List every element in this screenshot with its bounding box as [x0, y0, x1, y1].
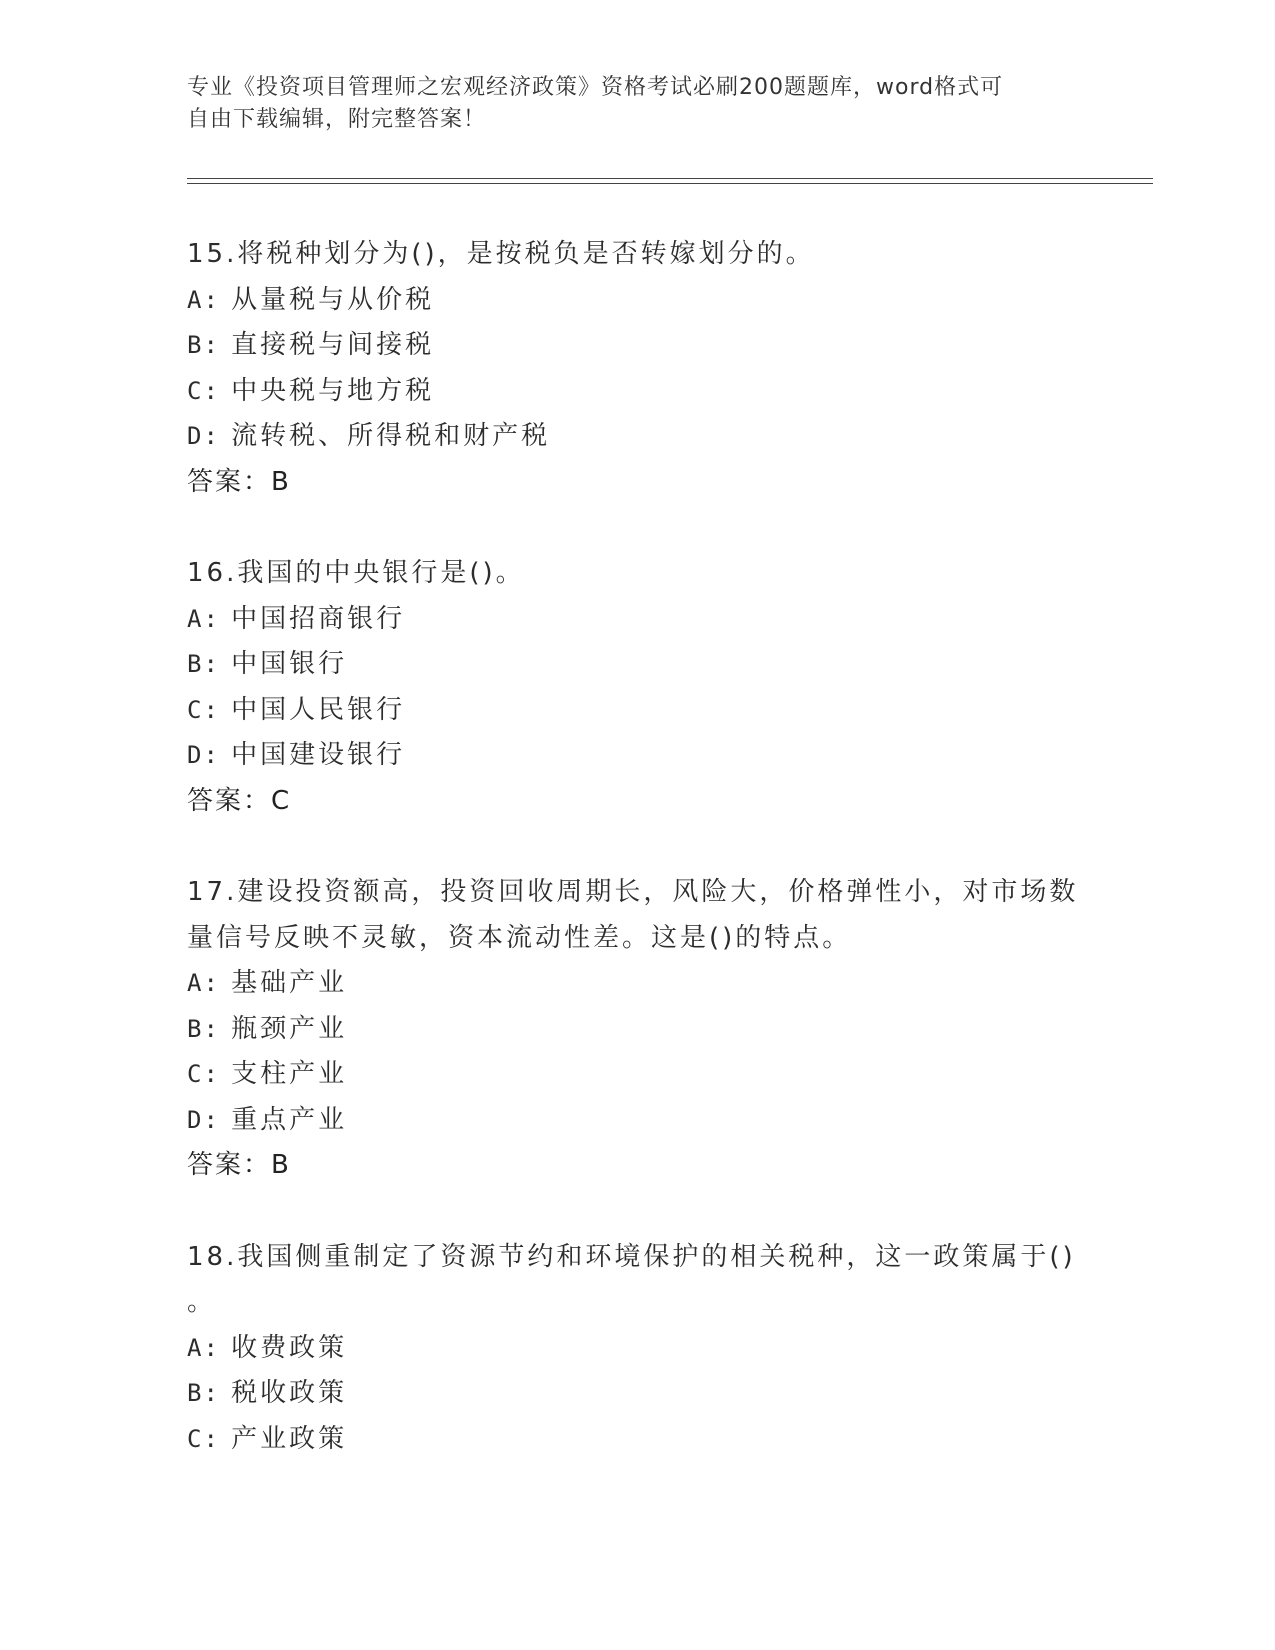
option-d — [187, 414, 1087, 460]
option-label: A: — [187, 604, 220, 633]
option-b — [187, 1007, 1087, 1053]
answer-line: 答案：C — [187, 785, 292, 816]
option-label: A: — [187, 285, 220, 314]
option-text: 瓶颈产业 — [231, 1013, 348, 1044]
header-divider-top — [187, 178, 1153, 179]
option-c — [187, 1417, 1087, 1463]
option-label: C: — [187, 1060, 220, 1088]
option-text: 中国银行 — [231, 649, 348, 679]
option-text: 重点产业 — [231, 1104, 348, 1135]
option-b — [187, 323, 1087, 369]
option-text: 中国人民银行 — [231, 694, 406, 725]
answer-line: 答案：B — [187, 466, 291, 497]
option-label: C: — [187, 376, 220, 405]
question-stem-line-1: 17.建设投资额高，投资回收周期长，风险大，价格弹性小，对市场数 — [187, 877, 1079, 907]
header-divider-bottom — [187, 183, 1153, 184]
option-d — [187, 1098, 1087, 1144]
option-text: 中国招商银行 — [231, 603, 406, 634]
option-label: D: — [187, 422, 220, 450]
option-text: 税收政策 — [231, 1378, 348, 1408]
question-stem: 15.将税种划分为()，是按税负是否转嫁划分的。 — [187, 239, 815, 269]
option-label: B: — [187, 331, 220, 359]
question-stem: 16.我国的中央银行是()。 — [187, 558, 525, 588]
option-text: 从量税与从价税 — [231, 284, 435, 315]
option-a — [187, 278, 1087, 324]
header-line-2: 自由下载编辑，附完整答案！ — [187, 107, 487, 132]
option-label: B: — [187, 1014, 220, 1043]
option-text: 产业政策 — [231, 1423, 348, 1454]
option-text: 中国建设银行 — [231, 740, 406, 770]
option-label: A: — [187, 1333, 220, 1362]
question-18 — [187, 1235, 1087, 1463]
option-label: A: — [187, 969, 220, 997]
question-stem-line-1: 18.我国侧重制定了资源节约和环境保护的相关税种，这一政策属于() — [187, 1241, 1076, 1272]
option-label: C: — [187, 695, 220, 724]
option-label: D: — [187, 741, 220, 769]
question-list — [187, 232, 1087, 1508]
option-text: 中央税与地方税 — [231, 375, 435, 406]
option-label: D: — [187, 1105, 220, 1134]
option-text: 支柱产业 — [231, 1059, 348, 1089]
option-a — [187, 597, 1087, 643]
document-header — [187, 72, 1067, 136]
question-15 — [187, 232, 1087, 505]
option-text: 基础产业 — [231, 968, 348, 998]
answer-line: 答案：B — [187, 1150, 291, 1180]
question-17 — [187, 870, 1087, 1189]
header-line-1: 专业《投资项目管理师之宏观经济政策》资格考试必刷200题题库，word格式可 — [187, 75, 1004, 100]
option-a — [187, 961, 1087, 1007]
option-c — [187, 688, 1087, 734]
option-c — [187, 369, 1087, 415]
option-label: B: — [187, 650, 220, 678]
option-b — [187, 1371, 1087, 1417]
option-text: 收费政策 — [231, 1332, 348, 1363]
question-stem-line-2: 量信号反映不灵敏，资本流动性差。这是()的特点。 — [187, 922, 852, 953]
option-a — [187, 1326, 1087, 1372]
option-label: C: — [187, 1424, 220, 1453]
option-text: 流转税、所得税和财产税 — [231, 421, 551, 451]
option-label: B: — [187, 1379, 220, 1407]
question-16 — [187, 551, 1087, 824]
question-stem-line-2: 。 — [187, 1287, 217, 1317]
option-b — [187, 642, 1087, 688]
option-d — [187, 733, 1087, 779]
option-c — [187, 1052, 1087, 1098]
option-text: 直接税与间接税 — [231, 330, 435, 360]
